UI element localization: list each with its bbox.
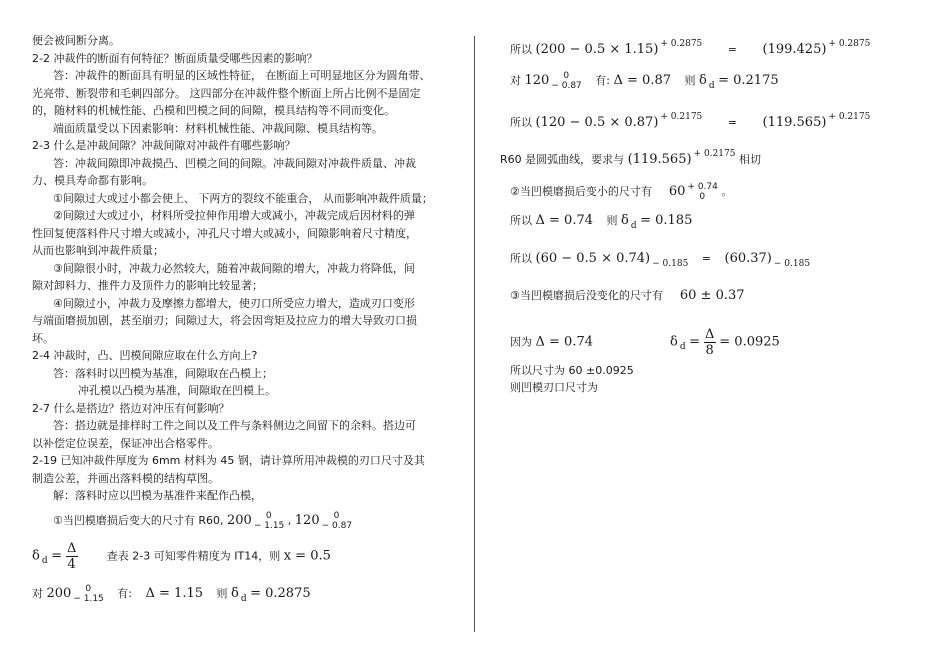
tolerance: 0 − 0.87 xyxy=(321,510,353,531)
dim-value: 60 ± 0.37 xyxy=(679,288,745,303)
column-divider xyxy=(474,36,475,632)
expression: (200 − 0.5 × 1.15) xyxy=(535,42,659,57)
dim-value: 120 xyxy=(524,72,550,88)
answer-line: ④间隙过小，冲裁力及摩擦力都增大，使刃口所受应力增大，造成刃口变形 xyxy=(53,296,415,310)
label-ze: 则 xyxy=(216,586,228,600)
result-value: (119.565) xyxy=(762,115,827,130)
delta-symbol: δ xyxy=(231,585,239,601)
answer-line: ③间隙很小时，冲裁力必然较大，随着冲裁间隙的增大，冲裁力将降低，间 xyxy=(53,261,415,275)
question-2-3: 2-3 什么是冲裁间隙？冲裁间隙对冲裁件有哪些影响？ xyxy=(32,139,296,152)
delta-subscript: d xyxy=(41,556,48,566)
answer-line: 坏。 xyxy=(32,331,54,345)
dim-120-line: 对 120 0 − 0.87 有: Δ = 0.87 则 δ $_d$ = 0.2175 xyxy=(510,70,779,91)
equals: = xyxy=(51,548,62,563)
answer-line: 性回复使落料件尺寸增大或减小，冲孔尺寸增大或减小，间隙影响着尺寸精度， xyxy=(32,226,417,240)
fraction: $\frac{\Delta}{4}$ xyxy=(66,540,77,572)
comma: , xyxy=(287,513,292,527)
delta-074-line: 所以 Δ = 0.74 则 δ $_d$ = 0.185 xyxy=(510,213,693,231)
dim-200-line: 对 200 0 − 1.15 有: Δ = 1.15 则 δ $_d$ = 0.2875 xyxy=(32,583,311,604)
answer-line: 答：落料时以凹模为基准，间隙取在凸模上； xyxy=(53,366,273,380)
step-text: ③当凹模磨损后没变化的尺寸有 xyxy=(510,289,663,302)
expression: (120 − 0.5 × 0.87) xyxy=(535,115,659,130)
result-60-line: 所以 (60 − 0.5 × 0.74) $_{- 0.185}$ = (60.37) $_{- 0.185}$ xyxy=(510,250,811,269)
left-column xyxy=(32,32,462,608)
answer-line: ②间隙过大或过小，材料所受拉伸作用增大或减小，冲裁完成后因材料的弹 xyxy=(53,209,415,222)
final-size: 所以尺寸为 60 ±0.0925 xyxy=(510,363,634,377)
dim-value: 120 xyxy=(294,512,320,528)
answer-line: 冲孔模以凸模为基准，间隙取在凹模上。 xyxy=(78,384,276,397)
lookup-text: 查表 2-3 可知零件精度为 IT14，则 xyxy=(106,549,281,562)
delta-d-value: = 0.0925 xyxy=(719,334,780,349)
label-dui: 对 xyxy=(32,586,43,600)
step-3-line xyxy=(510,287,930,305)
delta-8-line: 因为 Δ = 0.74 δ $_d$ = $\frac{\Delta}{8}$ = 0.0925 xyxy=(510,326,780,358)
die-edge-size: 则凹模刃口尺寸为 xyxy=(510,381,598,394)
right-column xyxy=(500,36,930,397)
answer-line: 的，随材料的机械性能、凸模和凹模之间的间隙，模具结构等不同而变化。 xyxy=(32,104,395,117)
result-200-line: 所以 (200 − 0.5 × 1.15) $^{+ 0.2875}$ = (199.425) $^{+ 0.2875}$ xyxy=(510,39,871,57)
dim-value: 60 xyxy=(668,184,686,199)
result-value: (199.425) xyxy=(762,42,827,57)
answer-line: 端面质量受以下因素影响：材料机械性能、冲裁间隙、模具结构等。 xyxy=(53,121,383,135)
dim-value: 200 xyxy=(227,512,252,528)
solution-intro: 解：落料时应以凹模为基准件来配作凸模， xyxy=(53,489,262,502)
label-you: 有: xyxy=(117,586,132,600)
answer-line: 答：冲裁件的断面具有明显的区域性特征， 在断面上可明显地区分为圆角带、 xyxy=(53,69,431,82)
question-2-7: 2-7 什么是搭边？搭边对冲压有何影响？ xyxy=(32,401,230,415)
step-text: ②当凹模磨损后变小的尺寸有 xyxy=(510,185,652,198)
tolerance: 0 − 1.15 xyxy=(73,583,104,604)
question-2-19: 2-19 已知冲裁件厚度为 6mm 材料为 45 钢，请计算所用冲裁模的刃口尺寸及其 xyxy=(32,454,425,467)
answer-line: 答：冲裁间隙即冲裁摸凸、凹模之间的间隙。冲裁间隙对冲裁件质量、冲裁 xyxy=(53,156,416,170)
delta-symbol: δ xyxy=(32,548,40,563)
step-2-line: ②当凹模磨损后变小的尺寸有 60 + 0.74 0 。 xyxy=(510,182,733,202)
answer-line: ①间隙过大或过小都会使上、 下两方的裂纹不能重合， 从而影响冲裁件质量； xyxy=(53,191,433,205)
tolerance: 0 − 1.15 xyxy=(253,510,285,531)
answer-line: 与端面磨损加剧，甚至崩刃；间隙过大，将会因弯矩及拉应力的增大导致刃口损 xyxy=(32,314,417,327)
delta-d-value: = 0.185 xyxy=(640,213,693,228)
tolerance: 0 − 0.87 xyxy=(551,70,582,91)
result-value: (119.565) xyxy=(627,151,692,167)
x-value: x = 0.5 xyxy=(283,548,331,563)
delta-value: Δ = 0.74 xyxy=(535,213,593,228)
question-2-2: 2-2 冲裁件的断面有何特征？断面质量受哪些因素的影响？ xyxy=(32,51,318,65)
answer-line: 力、模具寿命都有影响。 xyxy=(32,174,153,187)
delta-value: Δ = 0.74 xyxy=(535,334,593,349)
fraction: $\frac{\Delta}{8}$ xyxy=(704,326,715,358)
dim-value: 200 xyxy=(46,585,72,601)
step-text: ①当凹模磨损后变大的尺寸有 R60, xyxy=(53,513,224,527)
text-line: 便会被间断分离。 xyxy=(32,34,120,47)
result-120-line: 所以 (120 − 0.5 × 0.87) $^{+ 0.2175}$ = (119.565) $^{+ 0.2175}$ xyxy=(510,112,871,130)
result-value: (60.37) xyxy=(724,250,772,266)
question-line: 制造公差，并画出落料模的结构草图。 xyxy=(32,471,219,485)
tolerance: + 0.74 0 xyxy=(687,182,718,202)
delta-d-value: = 0.2175 xyxy=(718,72,779,88)
delta-value: Δ = 1.15 xyxy=(145,585,203,601)
delta-value: Δ = 0.87 xyxy=(613,72,671,88)
expression: (60 − 0.5 × 0.74) xyxy=(535,250,651,266)
question-2-4: 2-4 冲裁时，凸、凹模间隙应取在什么方向上? xyxy=(32,349,258,362)
step-1-line xyxy=(32,511,462,531)
answer-line: 从而也影响到冲裁件质量； xyxy=(32,244,164,257)
answer-line: 隙对卸料力、推件力及顶件力的影响比较显著； xyxy=(32,279,263,292)
answer-line: 光亮带、断裂带和毛刺四部分。 这四部分在冲裁件整个断面上所占比例不是固定 xyxy=(32,86,421,100)
delta-formula-line xyxy=(32,541,462,572)
answer-line: 以补偿定位误差，保证冲出合格零件。 xyxy=(32,436,219,450)
delta-d-value: = 0.2875 xyxy=(250,585,311,601)
r60-line: R60 是圆弧曲线，要求与 (119.565) $^{+ 0.2175}$ 相切 xyxy=(500,148,761,167)
answer-line: 答：搭边就是排样时工件之间以及工件与条料侧边之间留下的余料。搭边可 xyxy=(53,419,416,432)
